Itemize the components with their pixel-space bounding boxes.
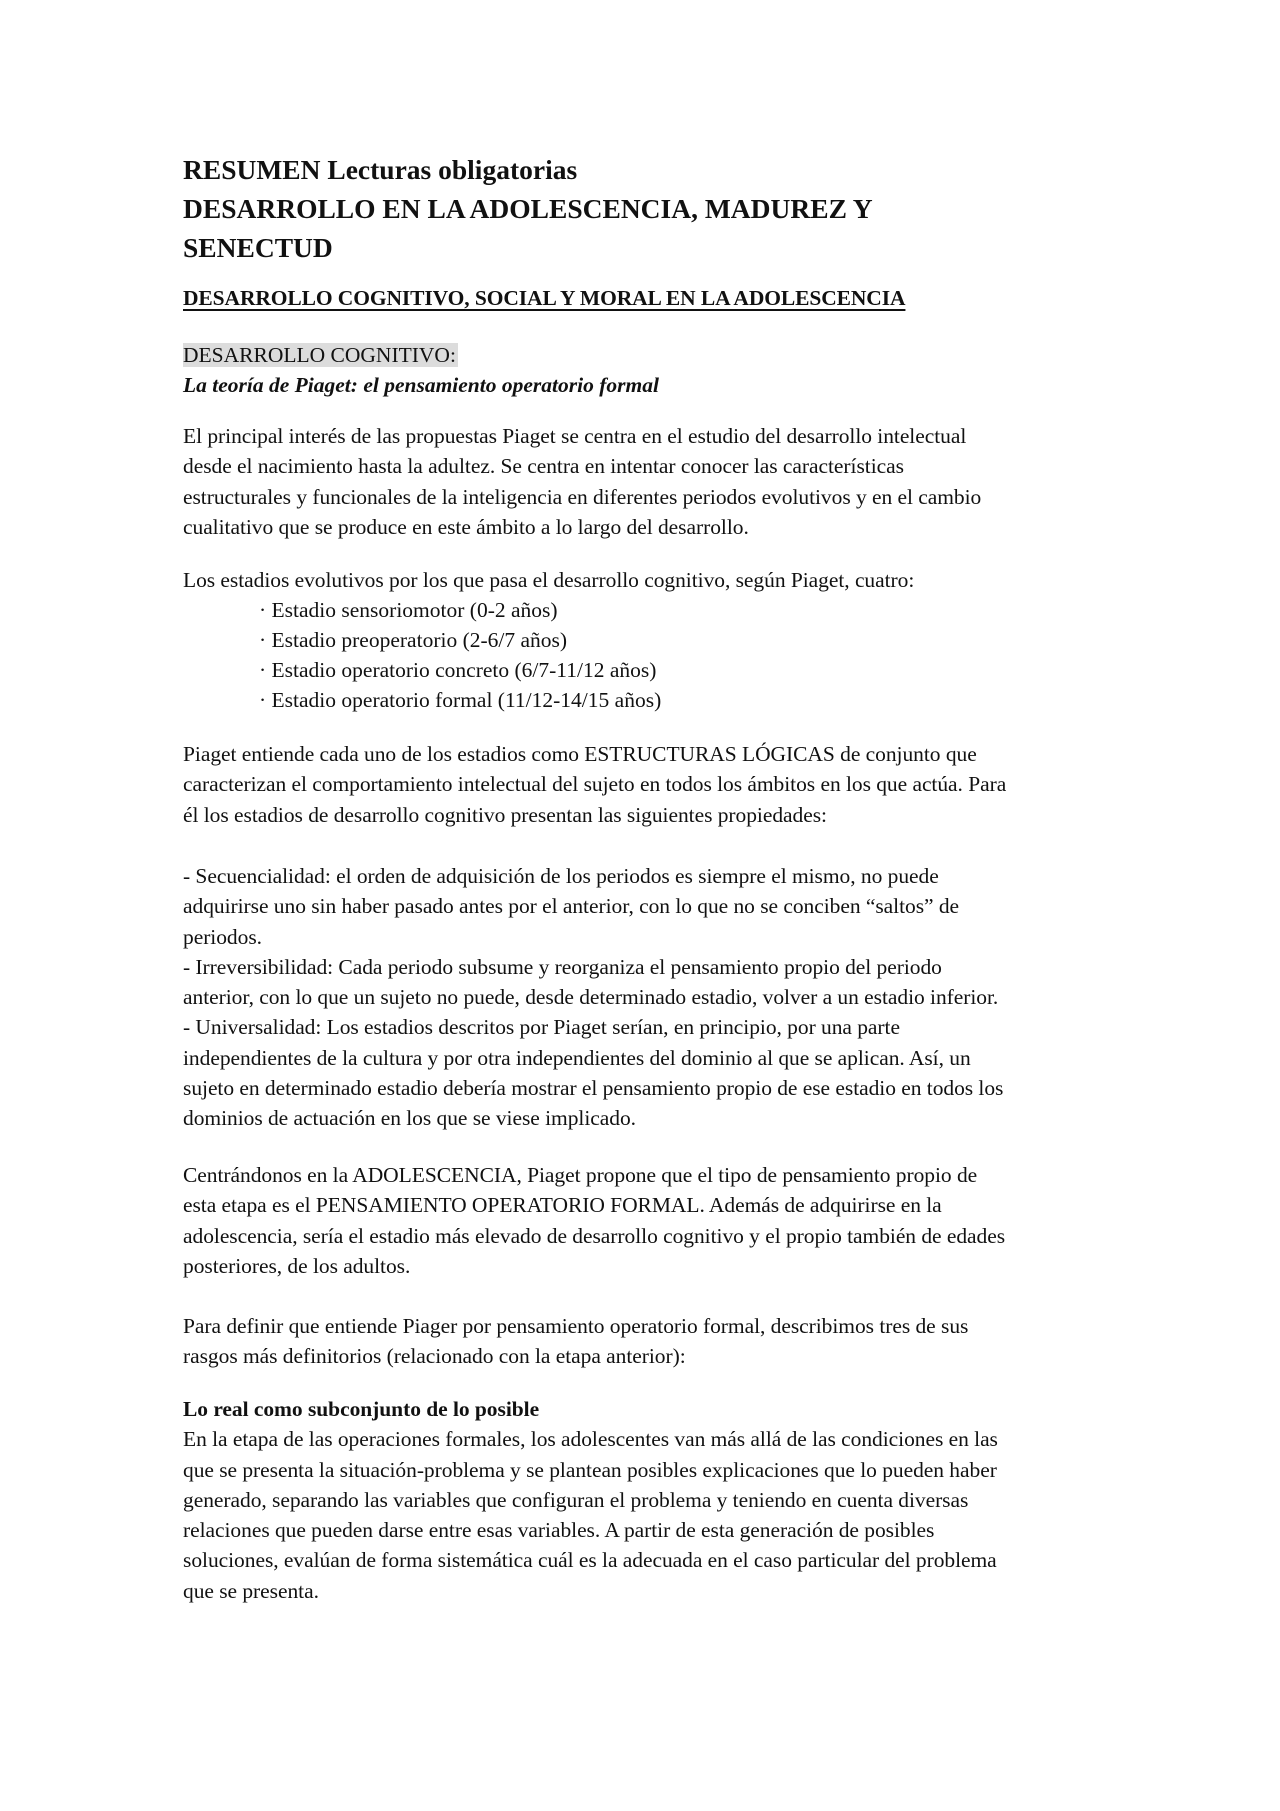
paragraph-line: Para definir que entiende Piager por pensamiento operatorio formal, describimos tres de sus bbox=[183, 1314, 969, 1338]
subsection-label: DESARROLLO COGNITIVO: bbox=[183, 343, 456, 367]
subsection-subtitle: La teoría de Piaget: el pensamiento operatorio formal bbox=[183, 373, 659, 397]
paragraph-line: esta etapa es el PENSAMIENTO OPERATORIO FORMAL. Además de adquirirse en la bbox=[183, 1193, 942, 1218]
paragraph-line: independientes de la cultura y por otra independientes del dominio al que se aplican. Así, un bbox=[183, 1045, 971, 1070]
paragraph-line: relaciones que pueden darse entre esas variables. A partir de esta generación de posibles bbox=[183, 1518, 935, 1543]
paragraph-line: él los estadios de desarrollo cognitivo presentan las siguientes propiedades: bbox=[183, 802, 827, 827]
paragraph-line: Los estadios evolutivos por los que pasa el desarrollo cognitivo, según Piaget, cuatro: bbox=[183, 568, 915, 592]
paragraph-define bbox=[183, 1311, 1103, 1372]
title-line-3: SENECTUD bbox=[183, 232, 333, 263]
paragraph-line: adquirirse uno sin haber pasado antes por el anterior, con lo que no se conciben “saltos” de bbox=[183, 894, 960, 919]
title-line-2: DESARROLLO EN LA ADOLESCENCIA, MADUREZ Y bbox=[183, 193, 873, 224]
paragraph-line: caracterizan el comportamiento intelectual del sujeto en todos los ámbitos en los que actúa. Para bbox=[183, 772, 1007, 797]
paragraph-line: anterior, con lo que un sujeto no puede, desde determinado estadio, volver a un estadio inferior. bbox=[183, 985, 999, 1010]
paragraph-line: cualitativo que se produce en este ámbito a lo largo del desarrollo. bbox=[183, 514, 749, 539]
title-line-1: RESUMEN Lecturas obligatorias bbox=[183, 154, 578, 185]
stages-list bbox=[259, 595, 661, 715]
paragraph-line: El principal interés de las propuestas Piaget se centra en el estudio del desarrollo intelectual bbox=[183, 424, 967, 448]
list-item: · Estadio sensoriomotor (0-2 años) bbox=[259, 598, 558, 622]
section-real bbox=[183, 1394, 1103, 1606]
paragraph-line: posteriores, de los adultos. bbox=[183, 1253, 411, 1278]
paragraph-structures bbox=[183, 739, 1103, 830]
paragraph-properties bbox=[183, 861, 1103, 1134]
paragraph-intro bbox=[183, 421, 1103, 542]
paragraph-adolescence bbox=[183, 1160, 1103, 1281]
paragraph-line: adolescencia, sería el estadio más elevado de desarrollo cognitivo y el propio también de edades bbox=[183, 1223, 1006, 1248]
paragraph-line: dominios de actuación en los que se viese implicado. bbox=[183, 1106, 636, 1131]
paragraph-line: - Irreversibilidad: Cada periodo subsume y reorganiza el pensamiento propio del periodo bbox=[183, 954, 942, 979]
stages-intro bbox=[183, 565, 1103, 595]
list-item: · Estadio operatorio concreto (6/7-11/12 años) bbox=[259, 658, 657, 682]
paragraph-line: periodos. bbox=[183, 924, 262, 949]
paragraph-line: - Secuencialidad: el orden de adquisición de los periodos es siempre el mismo, no puede bbox=[183, 864, 939, 888]
subsection-header bbox=[183, 340, 659, 400]
subsection-heading-real: Lo real como subconjunto de lo posible bbox=[183, 1397, 540, 1421]
paragraph-line: que se presenta la situación-problema y se plantean posibles explicaciones que lo pueden haber bbox=[183, 1457, 997, 1482]
document-title bbox=[183, 150, 1103, 267]
paragraph-line: sujeto en determinado estadio debería mostrar el pensamiento propio de ese estadio en todos los bbox=[183, 1076, 1004, 1101]
paragraph-line: En la etapa de las operaciones formales, los adolescentes van más allá de las condiciones en las bbox=[183, 1427, 998, 1452]
paragraph-line: desde el nacimiento hasta la adultez. Se centra en intentar conocer las características bbox=[183, 454, 904, 479]
list-item: · Estadio operatorio formal (11/12-14/15 años) bbox=[259, 688, 662, 712]
paragraph-line: Piaget entiende cada uno de los estadios como ESTRUCTURAS LÓGICAS de conjunto que bbox=[183, 742, 977, 766]
paragraph-line: que se presenta. bbox=[183, 1578, 319, 1603]
paragraph-line: - Universalidad: Los estadios descritos por Piaget serían, en principio, por una parte bbox=[183, 1015, 900, 1040]
paragraph-line: estructurales y funcionales de la inteligencia en diferentes periodos evolutivos y en el cambio bbox=[183, 484, 982, 509]
section-heading: DESARROLLO COGNITIVO, SOCIAL Y MORAL EN LA ADOLESCENCIA bbox=[183, 286, 906, 310]
paragraph-line: rasgos más definitorios (relacionado con la etapa anterior): bbox=[183, 1344, 686, 1369]
paragraph-line: Centrándonos en la ADOLESCENCIA, Piaget propone que el tipo de pensamiento propio de bbox=[183, 1163, 978, 1187]
paragraph-line: generado, separando las variables que configuran el problema y teniendo en cuenta diversas bbox=[183, 1487, 969, 1512]
list-item: · Estadio preoperatorio (2-6/7 años) bbox=[259, 628, 568, 652]
paragraph-line: soluciones, evalúan de forma sistemática cuál es la adecuada en el caso particular del problema bbox=[183, 1548, 997, 1573]
